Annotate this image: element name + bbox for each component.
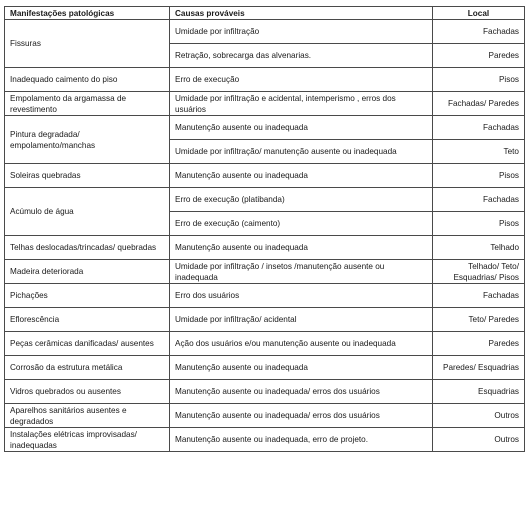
table-row <box>5 356 525 380</box>
cell-causa: Erro de execução (platibanda) <box>170 188 433 212</box>
table-row <box>5 68 525 92</box>
cell-manifestacao: Instalações elétricas improvisadas/ inadequadas <box>5 428 170 452</box>
table-row <box>5 236 525 260</box>
cell-causa: Manutenção ausente ou inadequada, erro de projeto. <box>170 428 433 452</box>
cell-local: Esquadrias <box>433 380 525 404</box>
table-body <box>5 20 525 452</box>
table-row <box>5 188 525 212</box>
cell-causa: Erro de execução (caimento) <box>170 212 433 236</box>
cell-local: Pisos <box>433 68 525 92</box>
cell-local: Pisos <box>433 212 525 236</box>
cell-local: Telhado/ Teto/ Esquadrias/ Pisos <box>433 260 525 284</box>
cell-local: Paredes <box>433 332 525 356</box>
header-causas: Causas prováveis <box>170 7 433 20</box>
cell-manifestacao: Corrosão da estrutura metálica <box>5 356 170 380</box>
cell-manifestacao: Fissuras <box>5 20 170 68</box>
cell-local: Outros <box>433 428 525 452</box>
cell-causa: Umidade por infiltração/ manutenção ausente ou inadequada <box>170 140 433 164</box>
cell-local: Telhado <box>433 236 525 260</box>
cell-local: Outros <box>433 404 525 428</box>
cell-causa: Retração, sobrecarga das alvenarias. <box>170 44 433 68</box>
cell-causa: Umidade por infiltração <box>170 20 433 44</box>
table-header-row <box>5 7 525 20</box>
header-manifestacoes: Manifestações patológicas <box>5 7 170 20</box>
table-row <box>5 380 525 404</box>
cell-manifestacao: Acúmulo de água <box>5 188 170 236</box>
cell-manifestacao: Aparelhos sanitários ausentes e degradados <box>5 404 170 428</box>
cell-manifestacao: Soleiras quebradas <box>5 164 170 188</box>
table-row <box>5 308 525 332</box>
table-row <box>5 164 525 188</box>
cell-local: Pisos <box>433 164 525 188</box>
table-row <box>5 428 525 452</box>
table-row <box>5 92 525 116</box>
table-row <box>5 284 525 308</box>
table-row <box>5 116 525 140</box>
cell-causa: Manutenção ausente ou inadequada/ erros dos usuários <box>170 380 433 404</box>
cell-manifestacao: Peças cerâmicas danificadas/ ausentes <box>5 332 170 356</box>
cell-causa: Umidade por infiltração e acidental, intemperismo , erros dos usuários <box>170 92 433 116</box>
cell-causa: Manutenção ausente ou inadequada <box>170 356 433 380</box>
pathology-table <box>4 6 525 452</box>
cell-causa: Manutenção ausente ou inadequada <box>170 236 433 260</box>
cell-local: Fachadas <box>433 116 525 140</box>
cell-local: Teto/ Paredes <box>433 308 525 332</box>
table-row <box>5 260 525 284</box>
cell-causa: Umidade por infiltração / insetos /manutenção ausente ou inadequada <box>170 260 433 284</box>
cell-causa: Manutenção ausente ou inadequada <box>170 164 433 188</box>
cell-local: Teto <box>433 140 525 164</box>
table-row <box>5 332 525 356</box>
cell-manifestacao: Madeira deteriorada <box>5 260 170 284</box>
cell-manifestacao: Vidros quebrados ou ausentes <box>5 380 170 404</box>
cell-manifestacao: Eflorescência <box>5 308 170 332</box>
cell-causa: Erro dos usuários <box>170 284 433 308</box>
cell-local: Fachadas <box>433 20 525 44</box>
pathology-table-sheet <box>4 6 524 452</box>
cell-local: Fachadas <box>433 284 525 308</box>
cell-manifestacao: Pintura degradada/ empolamento/manchas <box>5 116 170 164</box>
cell-manifestacao: Telhas deslocadas/trincadas/ quebradas <box>5 236 170 260</box>
cell-local: Fachadas/ Paredes <box>433 92 525 116</box>
table-row <box>5 20 525 44</box>
header-local: Local <box>433 7 525 20</box>
cell-manifestacao: Pichações <box>5 284 170 308</box>
cell-local: Fachadas <box>433 188 525 212</box>
cell-causa: Ação dos usuários e/ou manutenção ausente ou inadequada <box>170 332 433 356</box>
cell-local: Paredes/ Esquadrias <box>433 356 525 380</box>
cell-causa: Manutenção ausente ou inadequada <box>170 116 433 140</box>
cell-manifestacao: Empolamento da argamassa de revestimento <box>5 92 170 116</box>
cell-manifestacao: Inadequado caimento do piso <box>5 68 170 92</box>
cell-local: Paredes <box>433 44 525 68</box>
table-row <box>5 404 525 428</box>
cell-causa: Manutenção ausente ou inadequada/ erros dos usuários <box>170 404 433 428</box>
cell-causa: Umidade por infiltração/ acidental <box>170 308 433 332</box>
cell-causa: Erro de execução <box>170 68 433 92</box>
